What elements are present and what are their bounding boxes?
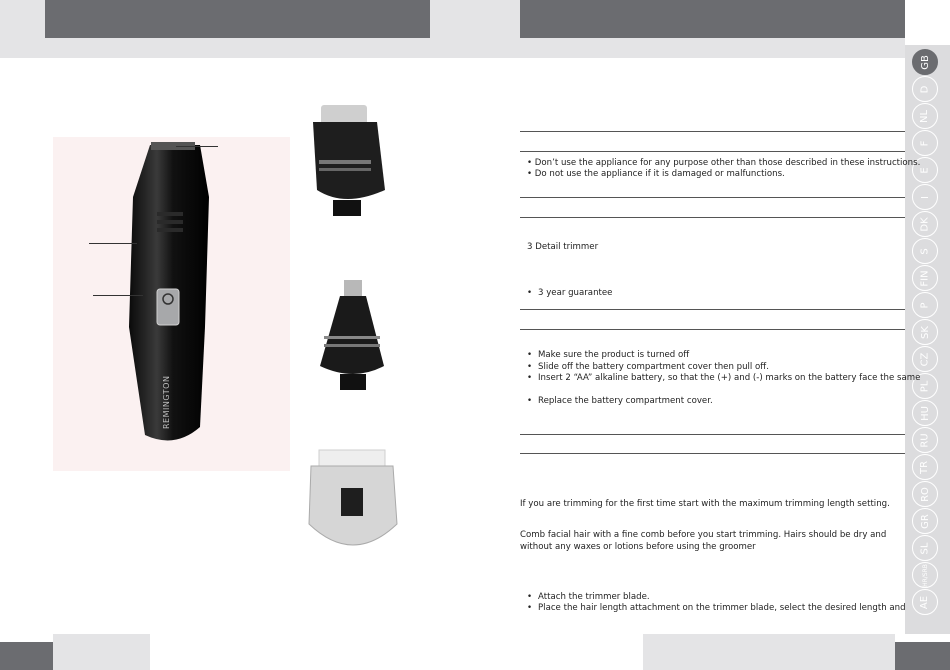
language-tab-fin[interactable]: FIN xyxy=(912,265,938,291)
language-tab-tr[interactable]: TR xyxy=(912,454,938,480)
language-tab-pl[interactable]: PL xyxy=(912,373,938,399)
footer-bar-left xyxy=(0,642,53,670)
language-tab-d[interactable]: D xyxy=(912,76,938,102)
language-tab-s[interactable]: S xyxy=(912,238,938,264)
battery-step: Slide off the battery compartment cover then pull off. xyxy=(538,362,769,372)
bullet-mark: • xyxy=(527,350,533,360)
language-tab-cz[interactable]: CZ xyxy=(912,346,938,372)
language-sidebar xyxy=(905,45,950,634)
battery-step: Replace the battery compartment cover. xyxy=(538,396,713,406)
parts-item: 3 Detail trimmer xyxy=(527,242,599,252)
language-tab-ru[interactable]: RU xyxy=(912,427,938,453)
section-rule xyxy=(520,309,905,310)
section-rule xyxy=(520,329,905,330)
callout-line-3 xyxy=(93,295,143,296)
safety-line: • Do not use the appliance if it is damaged or malfunctions. xyxy=(527,169,785,179)
language-tab-sl[interactable]: SL xyxy=(912,535,938,561)
tip-paragraph: If you are trimming for the first time start with the maximum trimming length setting. xyxy=(520,499,890,509)
section-rule xyxy=(520,434,905,435)
section-rule xyxy=(520,131,905,132)
guarantee-text: 3 year guarantee xyxy=(538,288,613,298)
footer-band-right xyxy=(643,634,895,670)
language-tab-i[interactable]: I xyxy=(912,184,938,210)
foil-shaver-attachment xyxy=(305,100,395,250)
tip-paragraph: Comb facial hair with a fine comb before you start trimming. Hairs should be dry and without any waxes or lotions before using the groomer xyxy=(520,530,887,552)
language-tab-gr[interactable]: GR xyxy=(912,508,938,534)
section-rule xyxy=(520,453,905,454)
battery-step: Make sure the product is turned off xyxy=(538,350,690,360)
detail-trimmer-attachment xyxy=(310,278,400,408)
language-tab-e[interactable]: E xyxy=(912,157,938,183)
language-tab-sk[interactable]: SK xyxy=(912,319,938,345)
language-tab-gb[interactable]: GB xyxy=(912,49,938,75)
language-tab-dk[interactable]: DK xyxy=(912,211,938,237)
length-comb-attachment xyxy=(305,448,400,558)
brand-logo: REMINGTON xyxy=(162,375,171,429)
instruction-step: Attach the trimmer blade. xyxy=(538,592,650,602)
bullet-mark: • xyxy=(527,373,533,383)
footer-bar-right xyxy=(895,642,950,670)
left-header-bar xyxy=(45,0,430,38)
callout-line-2 xyxy=(89,243,137,244)
callout-line-1 xyxy=(176,146,218,147)
right-header-bar xyxy=(520,0,905,38)
bullet-mark: • xyxy=(527,288,533,298)
section-rule xyxy=(520,217,905,218)
groomer-illustration xyxy=(53,137,290,471)
language-tab-ro[interactable]: RO xyxy=(912,481,938,507)
language-tab-f[interactable]: F xyxy=(912,130,938,156)
language-tab-hr-srb[interactable]: HR/SRB xyxy=(912,562,938,588)
language-tab-ae[interactable]: AE xyxy=(912,589,938,615)
bullet-mark: • xyxy=(527,603,533,613)
language-tab-p[interactable]: P xyxy=(912,292,938,318)
bullet-mark: • xyxy=(527,396,533,406)
battery-step: Insert 2 “AA” alkaline battery, so that the (+) and (-) marks on the battery face the same xyxy=(538,373,921,383)
bullet-mark: • xyxy=(527,592,533,602)
section-rule xyxy=(520,151,905,152)
bullet-mark: • xyxy=(527,362,533,372)
section-rule xyxy=(520,197,905,198)
safety-line: • Don’t use the appliance for any purpose other than those described in these instructions. xyxy=(527,158,921,168)
language-tab-hu[interactable]: HU xyxy=(912,400,938,426)
language-tab-nl[interactable]: NL xyxy=(912,103,938,129)
footer-band-left xyxy=(53,634,150,670)
instruction-step: Place the hair length attachment on the trimmer blade, select the desired length and xyxy=(538,603,906,613)
